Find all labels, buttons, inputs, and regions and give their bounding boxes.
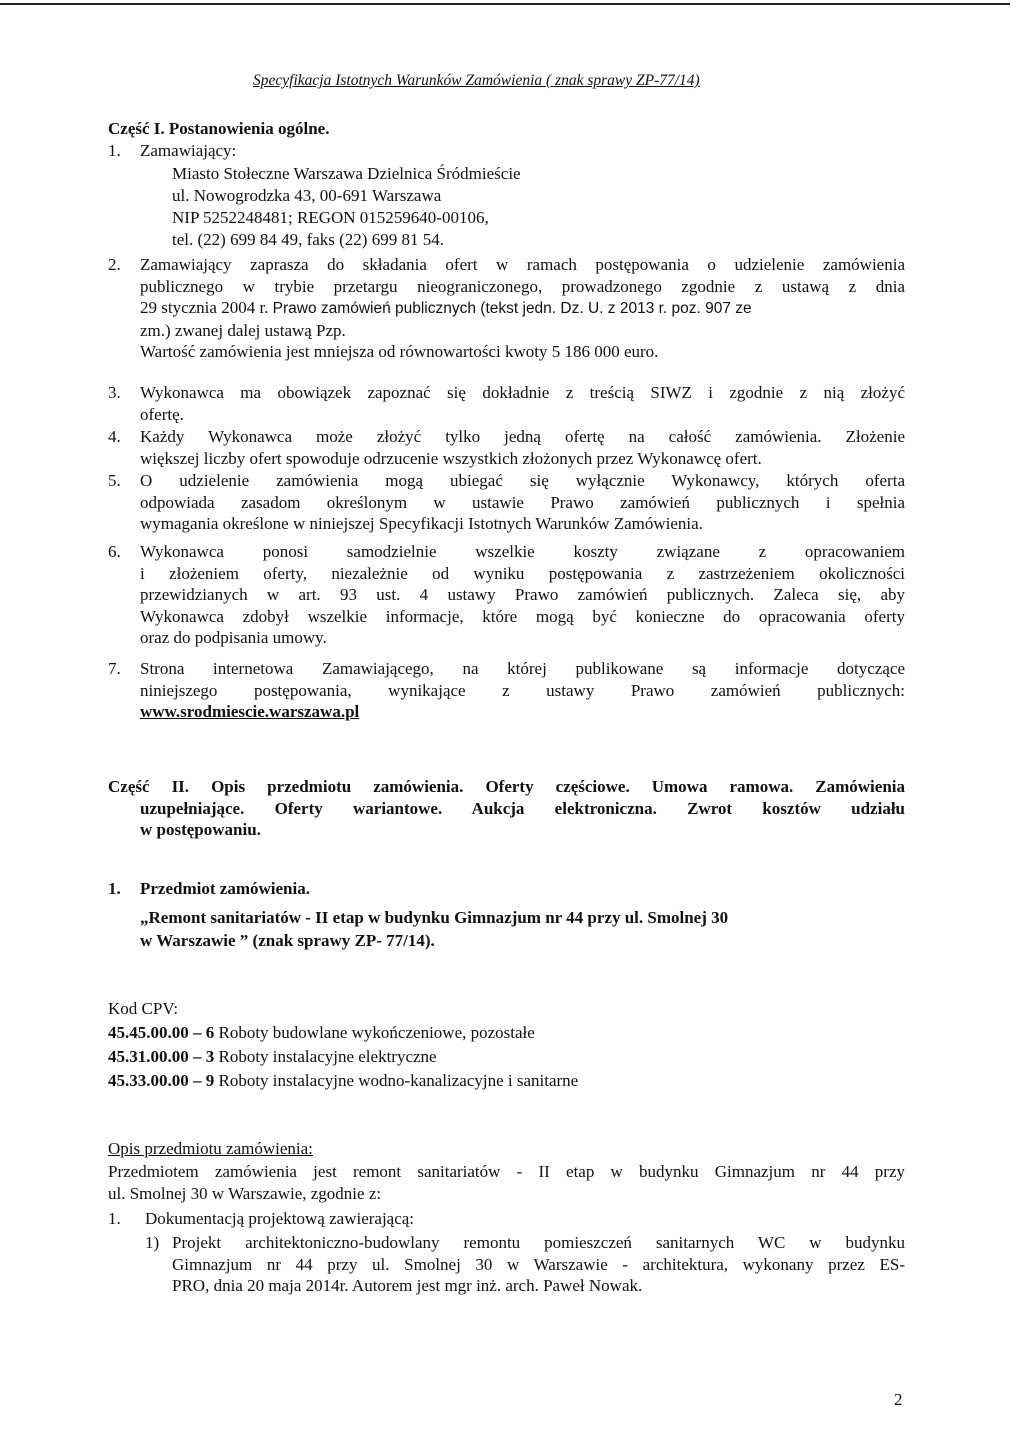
item6-line: i złożeniem oferty, niezależnie od wyniku postępowania z zastrzeżeniem okoliczności [140,563,905,583]
sublist-number: 1) [145,1233,160,1252]
item6-line: przewidzianych w art. 93 ust. 4 ustawy Prawo zamówień publicznych. Zaleca się, aby [140,585,905,604]
item6-number: 6. [108,542,121,561]
item3-number: 3. [108,383,121,402]
description-line: ul. Smolnej 30 w Warszawie, zgodnie z: [108,1183,382,1203]
cpv-label: Kod CPV: [108,999,179,1018]
item6-line: Wykonawca zdobył wszelkie informacje, które mogą być konieczne do opracowania oferty [140,606,905,626]
list-text: Dokumentacją projektową zawierającą: [145,1209,415,1228]
part2-title-line: Część II. Opis przedmiotu zamówienia. Oferty częściowe. Umowa ramowa. Zamówienia [108,777,905,796]
item2-line [140,298,752,317]
list-number: 1. [108,1209,121,1228]
item2-line-b: Prawo zamówień publicznych (tekst jedn. Dz. U. z 2013 r. poz. 907 ze [272,300,752,317]
item2-line-a: 29 stycznia 2004 r. [140,298,269,317]
item4-paragraph [140,426,905,469]
subject-title-line: w Warszawie ” (znak sprawy ZP- 77/14). [140,931,435,950]
item6-line: oraz do podpisania umowy. [140,628,327,647]
item4-line: większej liczby ofert spowoduje odrzucenie wszystkich złożonych przez Wykonawcę ofert. [140,448,762,468]
item5-paragraph [140,470,905,535]
item3-line: Wykonawca ma obowiązek zapoznać się dokładnie z treścią SIWZ i zgodnie z nią złożyć [140,383,905,402]
cpv-desc: Roboty budowlane wykończeniowe, pozostałe [218,1023,535,1042]
running-header: Specyfikacja Istotnych Warunków Zamówienia ( znak sprawy ZP-77/14) [253,72,700,89]
item2-paragraph [140,254,905,363]
sublist-line: Projekt architektoniczno-budowlany remontu pomieszczeń sanitarnych WC w budynku [172,1233,905,1252]
description-paragraph [108,1161,905,1204]
cpv-code: 45.31.00.00 – 3 [108,1047,215,1066]
website-link[interactable]: www.srodmiescie.warszawa.pl [140,702,360,721]
subject-label: Przedmiot zamówienia. [140,879,310,898]
cpv-code: 45.33.00.00 – 9 [108,1071,215,1090]
item7-line: Strona internetowa Zamawiającego, na której publikowane są informacje dotyczące [140,659,905,678]
item6-line: Wykonawca ponosi samodzielnie wszelkie koszty związane z opracowaniem [140,542,905,561]
item7-number: 7. [108,659,121,678]
part1-title: Część I. Postanowienia ogólne. [108,119,330,138]
cpv-row [108,1022,535,1044]
address-line: NIP 5252248481; REGON 015259640-00106, [172,208,489,227]
sublist-line: Gimnazjum nr 44 przy ul. Smolnej 30 w Warszawie - architektura, wykonany przez ES- [172,1254,905,1274]
cpv-row [108,1070,578,1092]
item2-line: zm.) zwanej dalej ustawą Pzp. [140,320,346,340]
cpv-row [108,1046,437,1068]
address-line: tel. (22) 699 84 49, faks (22) 699 81 54. [172,230,444,249]
item6-paragraph [140,541,905,649]
item5-line: O udzielenie zamówienia mogą ubiegać się wyłącznie Wykonawcy, których oferta [140,471,905,490]
cpv-desc: Roboty instalacyjne elektryczne [218,1047,437,1066]
subject-title-line: „Remont sanitariatów - II etap w budynku Gimnazjum nr 44 przy ul. Smolnej 30 [140,908,729,927]
item4-number: 4. [108,427,121,446]
address-line: ul. Nowogrodzka 43, 00-691 Warszawa [172,186,442,205]
address-line: Miasto Stołeczne Warszawa Dzielnica Śródmieście [172,164,521,183]
cpv-code: 45.45.00.00 – 6 [108,1023,215,1042]
item4-line: Każdy Wykonawca może złożyć tylko jedną ofertę na całość zamówienia. Złożenie [140,427,905,446]
item2-line: publicznego w trybie przetargu nieograniczonego, prowadzonego zgodnie z ustawą z dnia [140,276,905,296]
item3-line: ofertę. [140,404,184,424]
page-number: 2 [894,1390,903,1409]
item7-paragraph [140,658,905,723]
item5-line: odpowiada zasadom określonym w ustawie Prawo zamówień publicznych i spełnia [140,492,905,512]
part2-title-line: w postępowaniu. [140,820,261,839]
item5-number: 5. [108,471,121,490]
sublist-line: PRO, dnia 20 maja 2014r. Autorem jest mgr inż. arch. Paweł Nowak. [172,1276,643,1295]
cpv-desc: Roboty instalacyjne wodno-kanalizacyjne i sanitarne [218,1071,579,1090]
item1-label: Zamawiający: [140,141,237,160]
item7-line: niniejszego postępowania, wynikające z ustawy Prawo zamówień publicznych: [140,680,905,700]
item1-number: 1. [108,141,121,160]
item2-line: Wartość zamówienia jest mniejsza od równowartości kwoty 5 186 000 euro. [140,342,659,361]
item2-number: 2. [108,255,121,274]
part2-title-line: uzupełniające. Oferty wariantowe. Aukcja elektroniczna. Zwrot kosztów udziału [140,798,905,818]
item2-line: Zamawiający zaprasza do składania ofert w ramach postępowania o udzielenie zamówienia [140,255,905,274]
subject-number: 1. [108,879,121,898]
sublist-paragraph [172,1232,905,1297]
description-line: Przedmiotem zamówienia jest remont sanitariatów - II etap w budynku Gimnazjum nr 44 przy [108,1162,905,1181]
top-rule [0,3,1010,5]
item3-paragraph [140,382,905,425]
item5-line: wymagania określone w niniejszej Specyfikacji Istotnych Warunków Zamówienia. [140,514,703,533]
part2-title [108,776,905,841]
description-heading: Opis przedmiotu zamówienia: [108,1139,313,1158]
